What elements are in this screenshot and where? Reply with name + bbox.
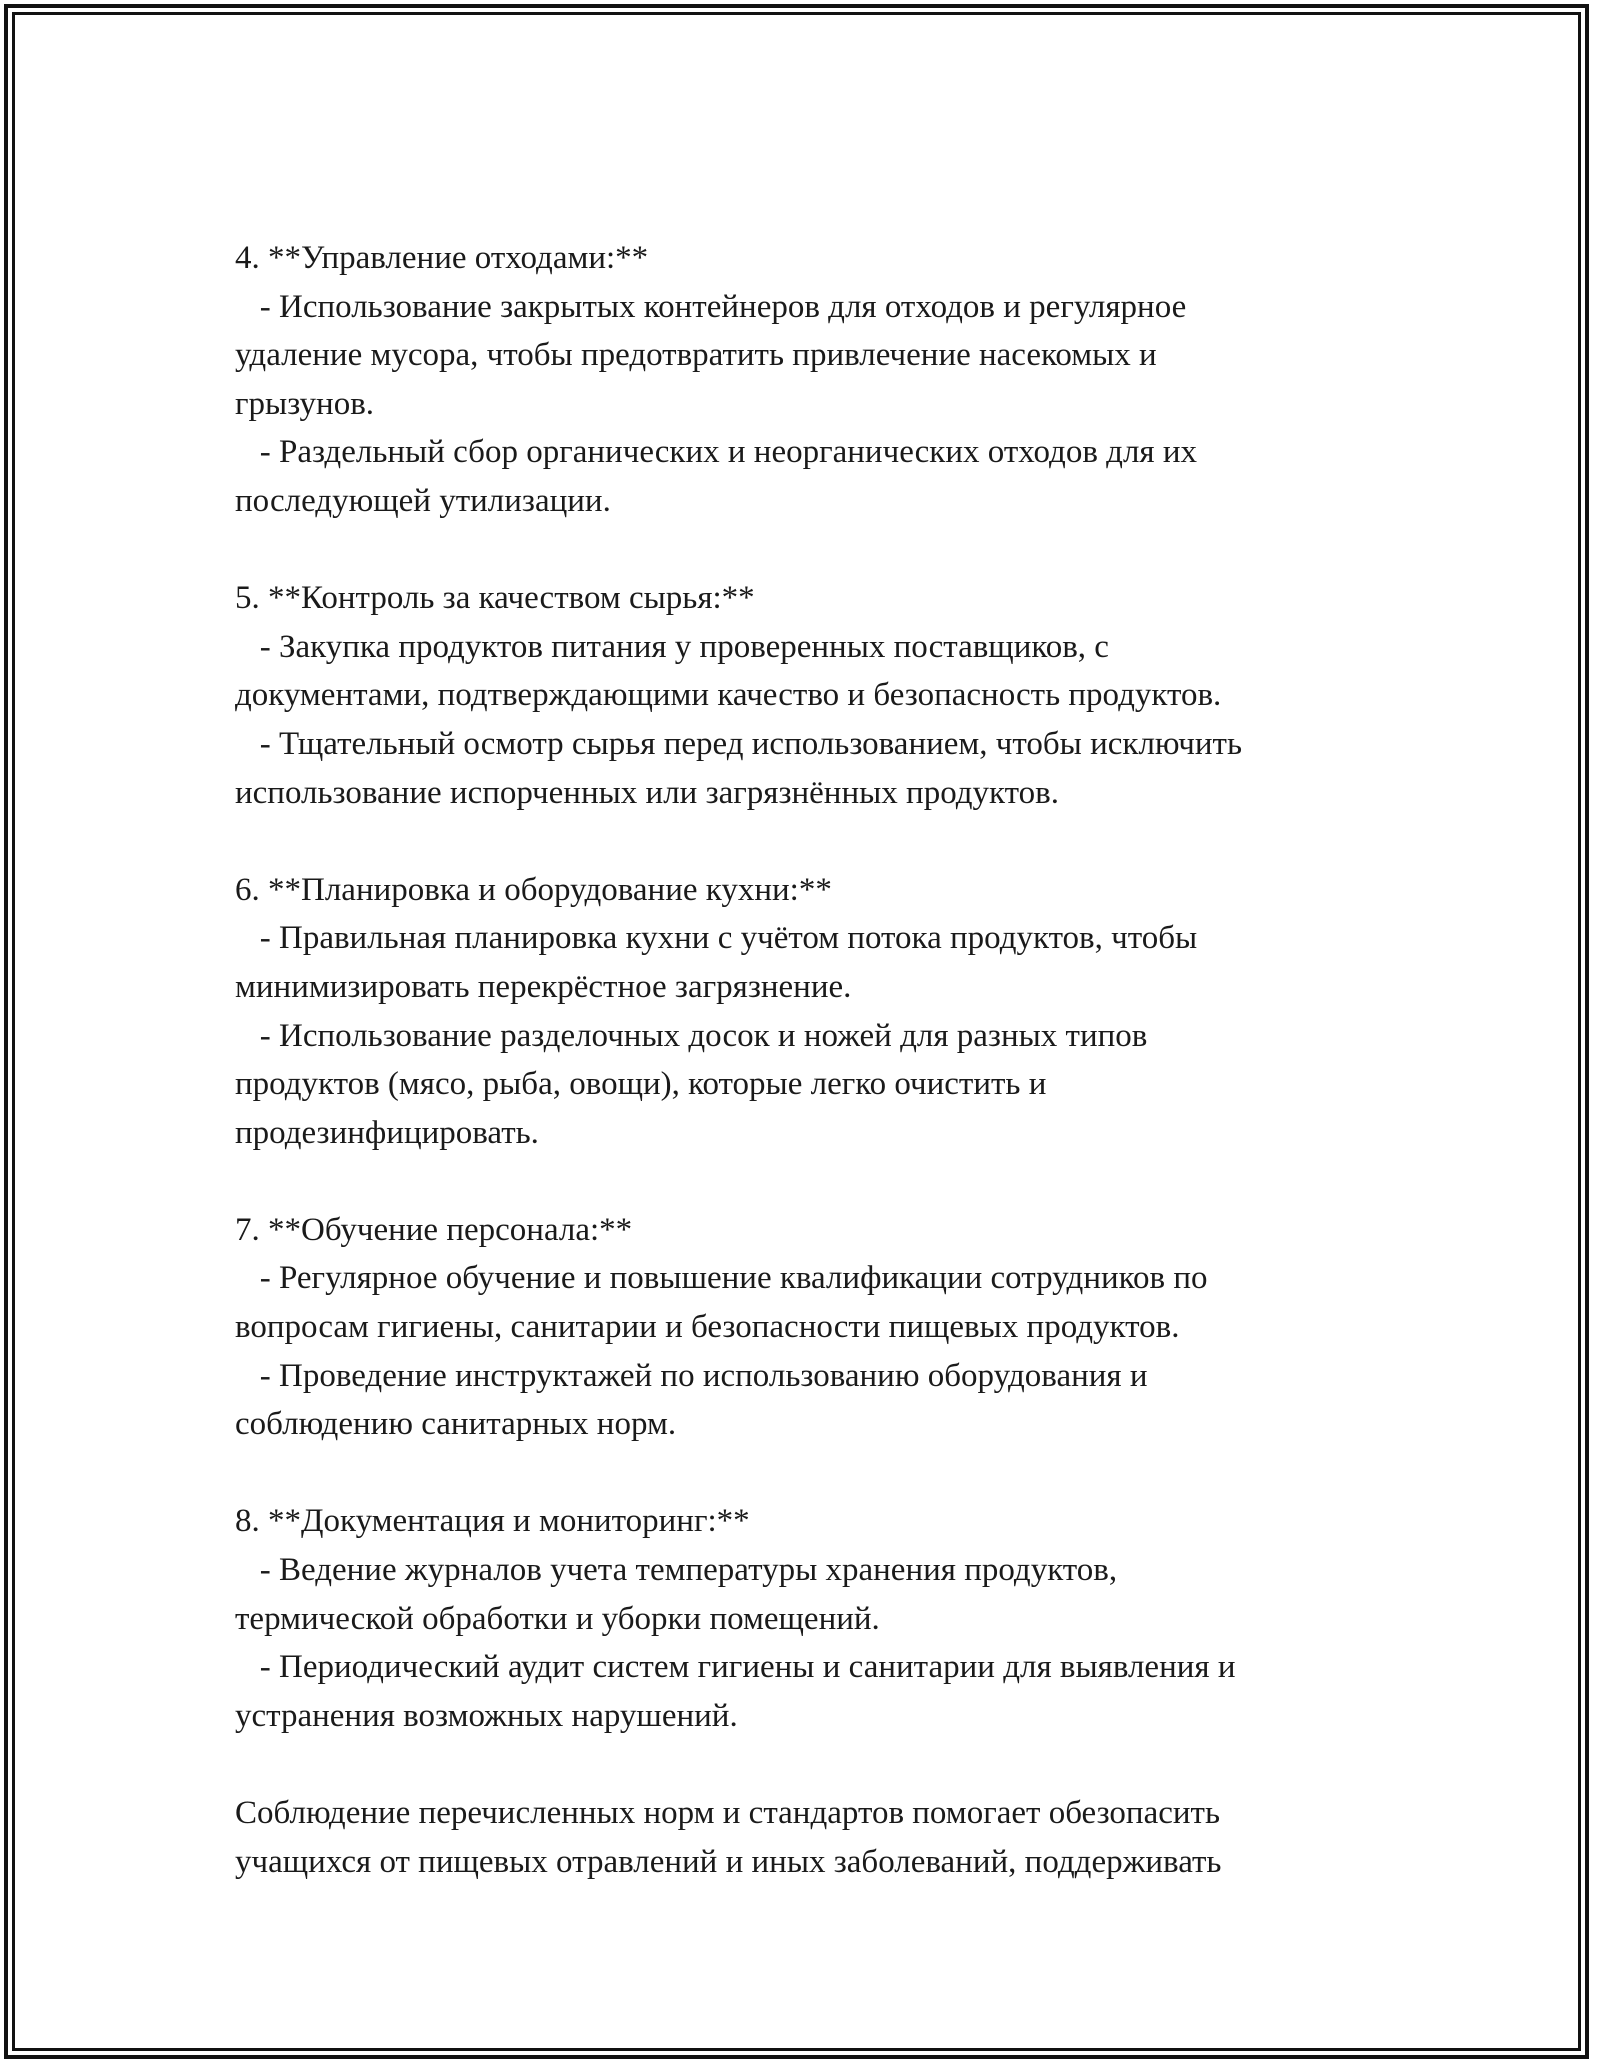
text-line: продуктов (мясо, рыба, овощи), которые легко очистить и (235, 1066, 1047, 1103)
text-line: - Закупка продуктов питания у проверенных поставщиков, с (235, 628, 1109, 665)
text-line: термической обработки и уборки помещений. (235, 1600, 880, 1637)
text-line: Соблюдение перечисленных норм и стандартов помогает обезопасить (235, 1795, 1221, 1831)
text-line: учащихся от пищевых отравлений и иных заболеваний, поддерживать (235, 1843, 1222, 1880)
section-heading: 6. **Планировка и оборудование кухни:** (235, 871, 832, 908)
section-waste-management (235, 234, 1385, 526)
text-line: удаление мусора, чтобы предотвратить привлечение насекомых и (235, 337, 1157, 374)
section-heading: 5. **Контроль за качеством сырья:** (235, 580, 755, 617)
text-line: - Использование разделочных досок и ножей для разных типов (235, 1017, 1148, 1054)
text-line: - Правильная планировка кухни с учётом потока продуктов, чтобы (235, 920, 1198, 957)
text-line: использование испорченных или загрязнённых продуктов. (235, 774, 1059, 811)
section-raw-material-quality (235, 574, 1385, 817)
section-heading: 8. **Документация и мониторинг:** (235, 1503, 750, 1540)
text-line: устранения возможных нарушений. (235, 1697, 738, 1734)
section-kitchen-layout (235, 866, 1385, 1158)
text-line: - Проведение инструктажей по использованию оборудования и (235, 1357, 1148, 1394)
text-line: соблюдению санитарных норм. (235, 1406, 677, 1443)
text-line: - Периодический аудит систем гигиены и санитарии для выявления и (235, 1649, 1236, 1686)
text-line: минимизировать перекрёстное загрязнение. (235, 968, 852, 1005)
section-heading: 7. **Обучение персонала:** (235, 1211, 633, 1248)
text-line: - Ведение журналов учета температуры хранения продуктов, (235, 1552, 1118, 1589)
text-line: вопросам гигиены, санитарии и безопасности пищевых продуктов. (235, 1309, 1180, 1346)
section-heading: 4. **Управление отходами:** (235, 240, 649, 276)
text-line: грызунов. (235, 385, 375, 422)
text-line: - Использование закрытых контейнеров для отходов и регулярное (235, 288, 1187, 325)
text-line: документами, подтверждающими качество и безопасность продуктов. (235, 677, 1222, 714)
text-line: - Тщательный осмотр сырья перед использованием, чтобы исключить (235, 725, 1243, 762)
text-line: - Регулярное обучение и повышение квалификации сотрудников по (235, 1260, 1208, 1297)
text-line: - Раздельный сбор органических и неорганических отходов для их (235, 434, 1197, 471)
closing-paragraph (235, 1789, 1385, 1886)
section-staff-training (235, 1206, 1385, 1449)
document-page (235, 234, 1385, 1886)
text-line: последующей утилизации. (235, 482, 611, 519)
text-line: продезинфицировать. (235, 1114, 539, 1151)
section-documentation-monitoring (235, 1497, 1385, 1740)
